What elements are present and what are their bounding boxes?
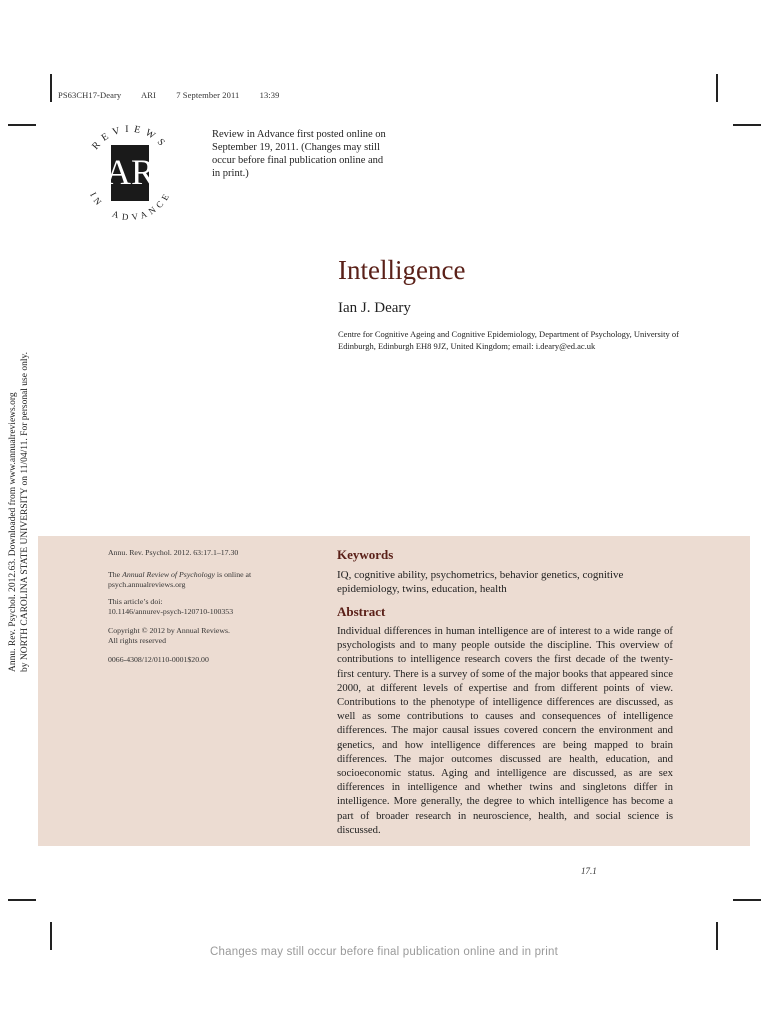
- online-note: [108, 570, 288, 590]
- reviews-in-advance-logo: [76, 118, 184, 226]
- issn: 0066-4308/12/0110-0001$20.00: [108, 655, 209, 664]
- doi-value[interactable]: 10.1146/annurev-psych-120710-100353: [108, 607, 234, 616]
- crop-mark-top-left-h: [8, 124, 36, 126]
- download-side-note: [4, 346, 38, 676]
- rights: All rights reserved: [108, 636, 167, 645]
- page-number: 17.1: [581, 866, 597, 876]
- keywords-text: IQ, cognitive ability, psychometrics, behavior genetics, cognitive epidemiology, twins, education, health: [337, 569, 624, 595]
- review-in-advance-note: Review in Advance first posted online on September 19, 2011. (Changes may still occur before final publication online and in print.): [212, 129, 386, 179]
- copyright-note: [108, 626, 288, 646]
- abstract-heading: Abstract: [337, 604, 386, 619]
- logo-bottom-word-in: IN: [88, 190, 107, 210]
- side-note-line-2: by NORTH CAROLINA STATE UNIVERSITY on 11/04/11. For personal use only.: [20, 352, 30, 672]
- crop-mark-top-left-v: [50, 74, 52, 102]
- svg-text:IN: [88, 190, 106, 209]
- crop-mark-bottom-right-h: [733, 899, 761, 901]
- footer-note: Changes may still occur before final publication online and in print: [210, 946, 558, 958]
- doi-label: This article’s doi:: [108, 597, 163, 606]
- article-author: Ian J. Deary: [338, 300, 411, 316]
- logo-bottom-word-advance: ADVANCE: [111, 188, 173, 223]
- header-date: 7 September 2011: [176, 90, 240, 100]
- abstract-text: Individual differences in human intelligence are of interest to a wide range of psychologists and to many people outside the discipline. This overview of contributions to intelligence research covers the first decade of the twenty-first century. There is a survey of some of the major books that appeared since 2000, at different levels of expertise and from different points of view. Contributions to the phenotype of intelligence differences are discussed, as well as some contributions to causes and consequences of intelligence differences. The major causal issues covered concern the environment and genetics, and how intelligence differences are being mapped to brain differences. The major outcomes discussed are health, education, and socioeconomic status. Aging and intelligence are discussed, as are sex differences in intelligence and whether twins and singletons differ in intelligence. More generally, the degree to which intelligence has become a part of broader research in neuroscience, health, and social science is discussed.: [337, 625, 673, 836]
- citation: Annu. Rev. Psychol. 2012. 63:17.1–17.30: [108, 548, 239, 557]
- header-publisher: ARI: [141, 90, 156, 100]
- crop-mark-top-right-h: [733, 124, 761, 126]
- copyright: Copyright © 2012 by Annual Reviews.: [108, 626, 231, 635]
- running-header: [58, 90, 297, 100]
- doi-note: [108, 597, 288, 617]
- header-time: 13:39: [259, 90, 280, 100]
- crop-mark-top-right-v: [716, 74, 718, 102]
- logo-top-word: REVIEWS: [90, 123, 170, 152]
- crop-mark-bottom-left-h: [8, 899, 36, 901]
- online-suffix: is online at psych.annualreviews.org: [108, 570, 252, 589]
- article-title: Intelligence: [338, 255, 466, 285]
- author-affiliation: Centre for Cognitive Ageing and Cognitive Epidemiology, Department of Psychology, University of Edinburgh, Edinburgh EH8 9JZ, United Kingdom; email: i.deary@ed.ac.uk: [338, 329, 679, 351]
- logo-monogram: AR: [104, 152, 156, 192]
- keywords-heading: Keywords: [337, 547, 394, 562]
- online-prefix: The: [108, 570, 123, 579]
- online-journal: Annual Review of Psychology: [122, 570, 215, 579]
- side-note-line-1: Annu. Rev. Psychol. 2012.63. Downloaded from www.annualreviews.org: [8, 392, 18, 672]
- header-slug: PS63CH17-Deary: [58, 90, 122, 100]
